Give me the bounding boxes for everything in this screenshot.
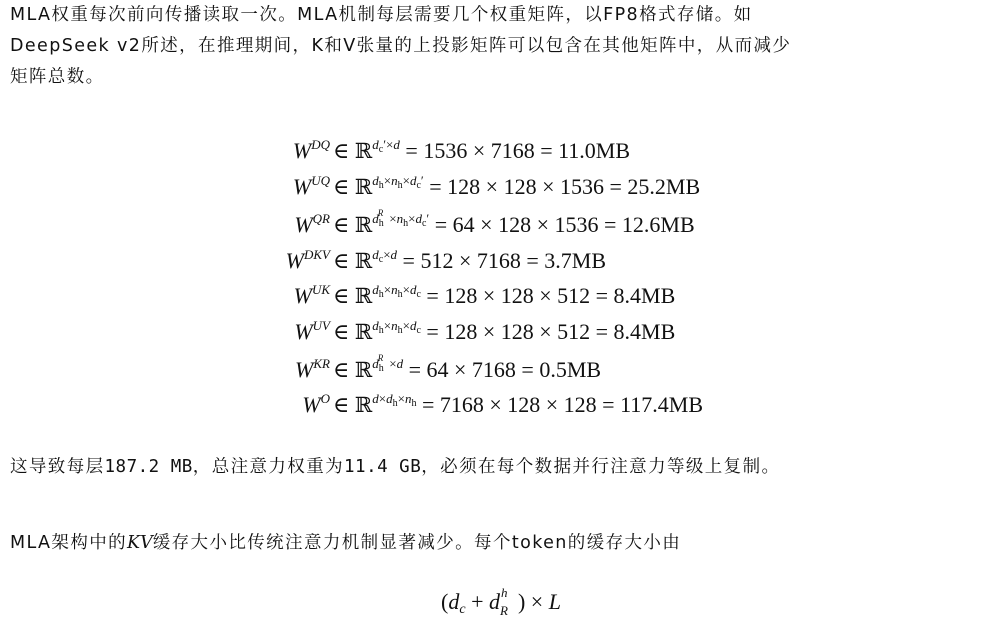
equation-row: $W^{UQ}$ ∈ ℝ$^{d_h\times n_h\times d_c'}$ = 128 × 128 × 1536 = 25.2MB	[292, 173, 701, 199]
per-layer-size: 187.2 MB	[104, 457, 193, 477]
equation-row: $W^{KR}$ ∈ ℝ$^{d_h^R \times d}$ = 64 × 7168 = 0.5MB	[295, 353, 602, 382]
matrix-superscript: QR	[312, 211, 330, 226]
matrix-symbol: W	[292, 174, 312, 199]
intro-line-1: MLA权重每次前向传播读取一次。MLA机制每层需要几个权重矩阵，以FP8格式存储。如	[10, 5, 753, 25]
equation-rhs: 1536 × 7168 = 11.0MB	[423, 138, 631, 163]
equation-row: $W^{UK}$ ∈ ℝ$^{d_h\times n_h\times d_c}$ = 128 × 128 × 512 = 8.4MB	[293, 282, 676, 308]
equation-rhs: 128 × 128 × 512 = 8.4MB	[444, 283, 676, 308]
equation-rhs: 7168 × 128 × 128 = 117.4MB	[439, 392, 703, 417]
equation-row: $W^O$ ∈ ℝ$^{d\times d_h\times n_h}$ = 7168 × 128 × 128 = 117.4MB	[302, 391, 703, 417]
matrix-symbol: W	[294, 319, 313, 344]
equation-rhs: 128 × 128 × 512 = 8.4MB	[444, 319, 676, 344]
matrix-superscript: UK	[311, 282, 330, 297]
matrix-superscript: DQ	[311, 137, 330, 152]
cache-size-formula: (dc + d h R ) × L	[441, 585, 561, 618]
equation-rhs: 128 × 128 × 1536 = 25.2MB	[447, 174, 701, 199]
intro-line-3: 矩阵总数。	[10, 67, 105, 87]
intro-line-2: DeepSeek v2所述，在推理期间，K和V张量的上投影矩阵可以包含在其他矩阵中，从而减少	[10, 36, 792, 56]
equation-rhs: 64 × 128 × 1536 = 12.6MB	[452, 212, 695, 237]
matrix-symbol: W	[295, 357, 314, 382]
intro-paragraph	[10, 0, 791, 93]
matrix-symbol: W	[302, 392, 321, 417]
matrix-symbol: W	[292, 138, 312, 163]
summary-paragraph: 这导致每层187.2 MB，总注意力权重为11.4 GB，必须在每个数据并行注意力等级上复制。	[10, 457, 781, 477]
equation-rhs: 512 × 7168 = 3.7MB	[420, 248, 607, 273]
matrix-superscript: DKV	[304, 247, 330, 262]
total-weight-size: 11.4 GB	[344, 457, 422, 477]
equation-row: $W^{UV}$ ∈ ℝ$^{d_h\times n_h\times d_c}$ = 128 × 128 × 512 = 8.4MB	[294, 318, 676, 344]
equation-row: $W^{QR}$ ∈ ℝ$^{d_h^R \times n_h\times d_c'}$ = 64 × 128 × 1536 = 12.6MB	[294, 208, 695, 237]
equation-rhs: 64 × 7168 = 0.5MB	[426, 357, 602, 382]
matrix-symbol: W	[294, 212, 313, 237]
equation-row: $W^{DKV}$ ∈ ℝ$^{d_c\times d}$ = 512 × 7168 = 3.7MB	[285, 247, 607, 273]
matrix-superscript: KR	[313, 356, 330, 371]
matrix-superscript: UV	[312, 318, 330, 333]
equation-row: $W^{DQ}$ ∈ ℝ$^{d_c'\times d}$ = 1536 × 7168 = 11.0MB	[292, 137, 631, 163]
kv-term: KV	[127, 533, 153, 553]
matrix-symbol: W	[285, 248, 304, 273]
matrix-superscript: O	[320, 391, 330, 406]
matrix-symbol: W	[293, 283, 312, 308]
kv-cache-paragraph: MLA架构中的KV缓存大小比传统注意力机制显著减少。每个token的缓存大小由	[10, 533, 682, 553]
weight-matrix-equations	[0, 138, 1002, 428]
matrix-superscript: UQ	[311, 173, 330, 188]
